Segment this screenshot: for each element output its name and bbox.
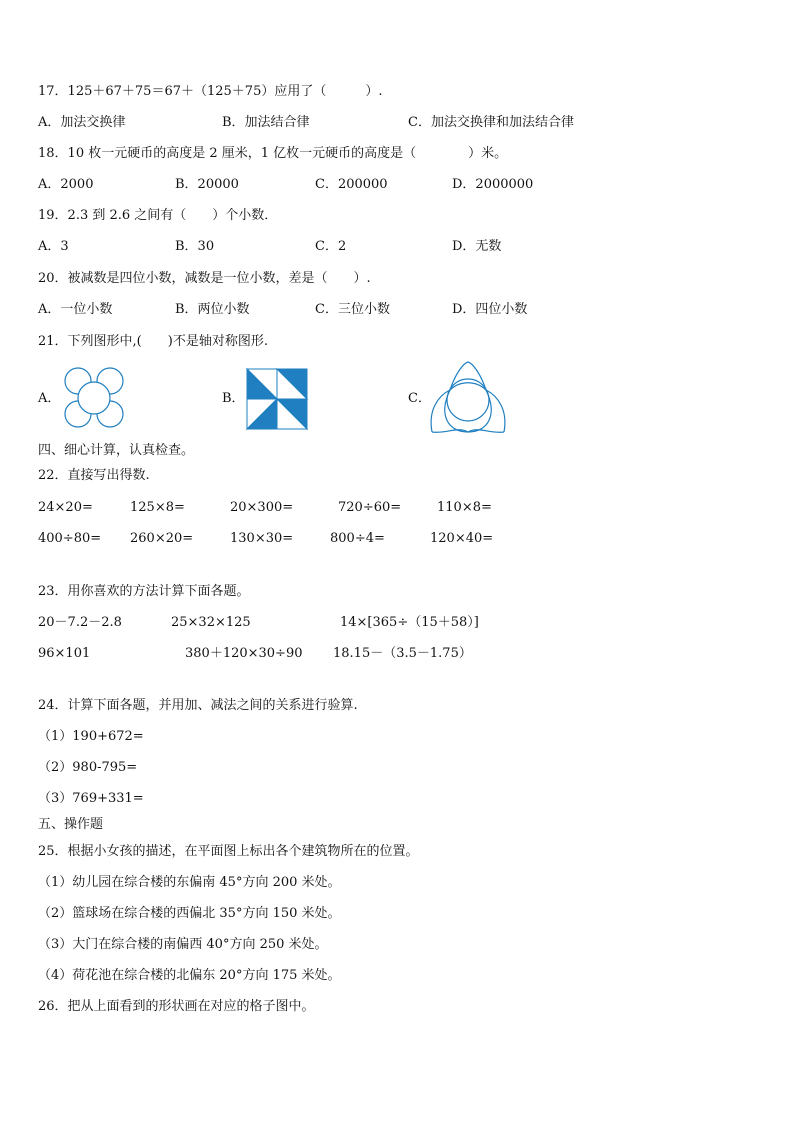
- question-26-stem: 26．把从上面看到的形状画在对应的格子图中。: [38, 999, 315, 1014]
- trefoil-figure: [428, 360, 508, 436]
- flower-figure: [60, 366, 128, 430]
- q20-option-d: D．四位小数: [452, 302, 528, 317]
- q22-item: 24×20=: [38, 500, 93, 515]
- question-23-stem: 23．用你喜欢的方法计算下面各题。: [38, 584, 250, 599]
- q19-option-a: A．3: [38, 239, 69, 254]
- q22-item: 400÷80=: [38, 531, 102, 546]
- q19-option-b: B．30: [175, 239, 215, 254]
- q21-option-c-label: C．: [408, 391, 431, 406]
- q22-item: 720÷60=: [338, 500, 402, 515]
- q22-item: 260×20=: [130, 531, 194, 546]
- question-21-stem: 21．下列图形中,( )不是轴对称图形.: [38, 334, 268, 349]
- q24-item: （1）190+672=: [38, 729, 144, 744]
- question-25-stem: 25．根据小女孩的描述，在平面图上标出各个建筑物所在的位置。: [38, 844, 419, 859]
- q20-option-c: C．三位小数: [315, 302, 390, 317]
- q25-item: （1）幼儿园在综合楼的东偏南 45°方向 200 米处。: [38, 875, 341, 890]
- pinwheel-figure: [245, 367, 309, 431]
- q17-option-b: B．加法结合律: [222, 115, 310, 130]
- q17-option-a: A．加法交换律: [38, 115, 126, 130]
- q17-option-c: C．加法交换律和加法结合律: [408, 115, 574, 130]
- q22-item: 110×8=: [437, 500, 492, 515]
- q20-option-a: A．一位小数: [38, 302, 113, 317]
- q18-option-b: B．20000: [175, 177, 239, 192]
- q23-item: 25×32×125: [171, 615, 251, 630]
- question-18-stem: 18．10 枚一元硬币的高度是 2 厘米，1 亿枚一元硬币的高度是（ ）米。: [38, 146, 508, 161]
- q22-item: 800÷4=: [330, 531, 385, 546]
- q23-item: 14×[365÷（15＋58）]: [340, 615, 479, 630]
- q25-item: （3）大门在综合楼的南偏西 40°方向 250 米处。: [38, 937, 328, 952]
- q24-item: （2）980-795=: [38, 760, 138, 775]
- q18-option-d: D．2000000: [452, 177, 534, 192]
- q22-item: 130×30=: [230, 531, 294, 546]
- q19-option-c: C．2: [315, 239, 347, 254]
- question-24-stem: 24．计算下面各题，并用加、减法之间的关系进行验算.: [38, 698, 358, 713]
- q23-item: 18.15－（3.5－1.75）: [333, 646, 472, 661]
- q23-item: 96×101: [38, 646, 91, 661]
- section-4-heading: 四、细心计算，认真检查。: [38, 443, 195, 458]
- q19-option-d: D．无数: [452, 239, 502, 254]
- question-19-stem: 19．2.3 到 2.6 之间有（ ）个小数．: [38, 208, 278, 223]
- q24-item: （3）769+331=: [38, 791, 144, 806]
- question-20-stem: 20．被减数是四位小数，减数是一位小数，差是（ ）.: [38, 271, 371, 286]
- q21-option-a-label: A．: [38, 391, 61, 406]
- section-5-heading: 五、操作题: [38, 817, 104, 832]
- q22-item: 120×40=: [430, 531, 494, 546]
- q21-option-b-label: B．: [222, 391, 245, 406]
- q18-option-c: C．200000: [315, 177, 388, 192]
- question-22-stem: 22．直接写出得数.: [38, 468, 150, 483]
- q25-item: （4）荷花池在综合楼的北偏东 20°方向 175 米处。: [38, 968, 341, 983]
- question-17-stem: 17．125＋67＋75＝67＋（125＋75）应用了（ ）.: [38, 84, 383, 99]
- q23-item: 20－7.2－2.8: [38, 615, 122, 630]
- q18-option-a: A．2000: [38, 177, 94, 192]
- q23-item: 380＋120×30÷90: [185, 646, 303, 661]
- q20-option-b: B．两位小数: [175, 302, 250, 317]
- q25-item: （2）篮球场在综合楼的西偏北 35°方向 150 米处。: [38, 906, 341, 921]
- q22-item: 20×300=: [230, 500, 294, 515]
- q22-item: 125×8=: [130, 500, 185, 515]
